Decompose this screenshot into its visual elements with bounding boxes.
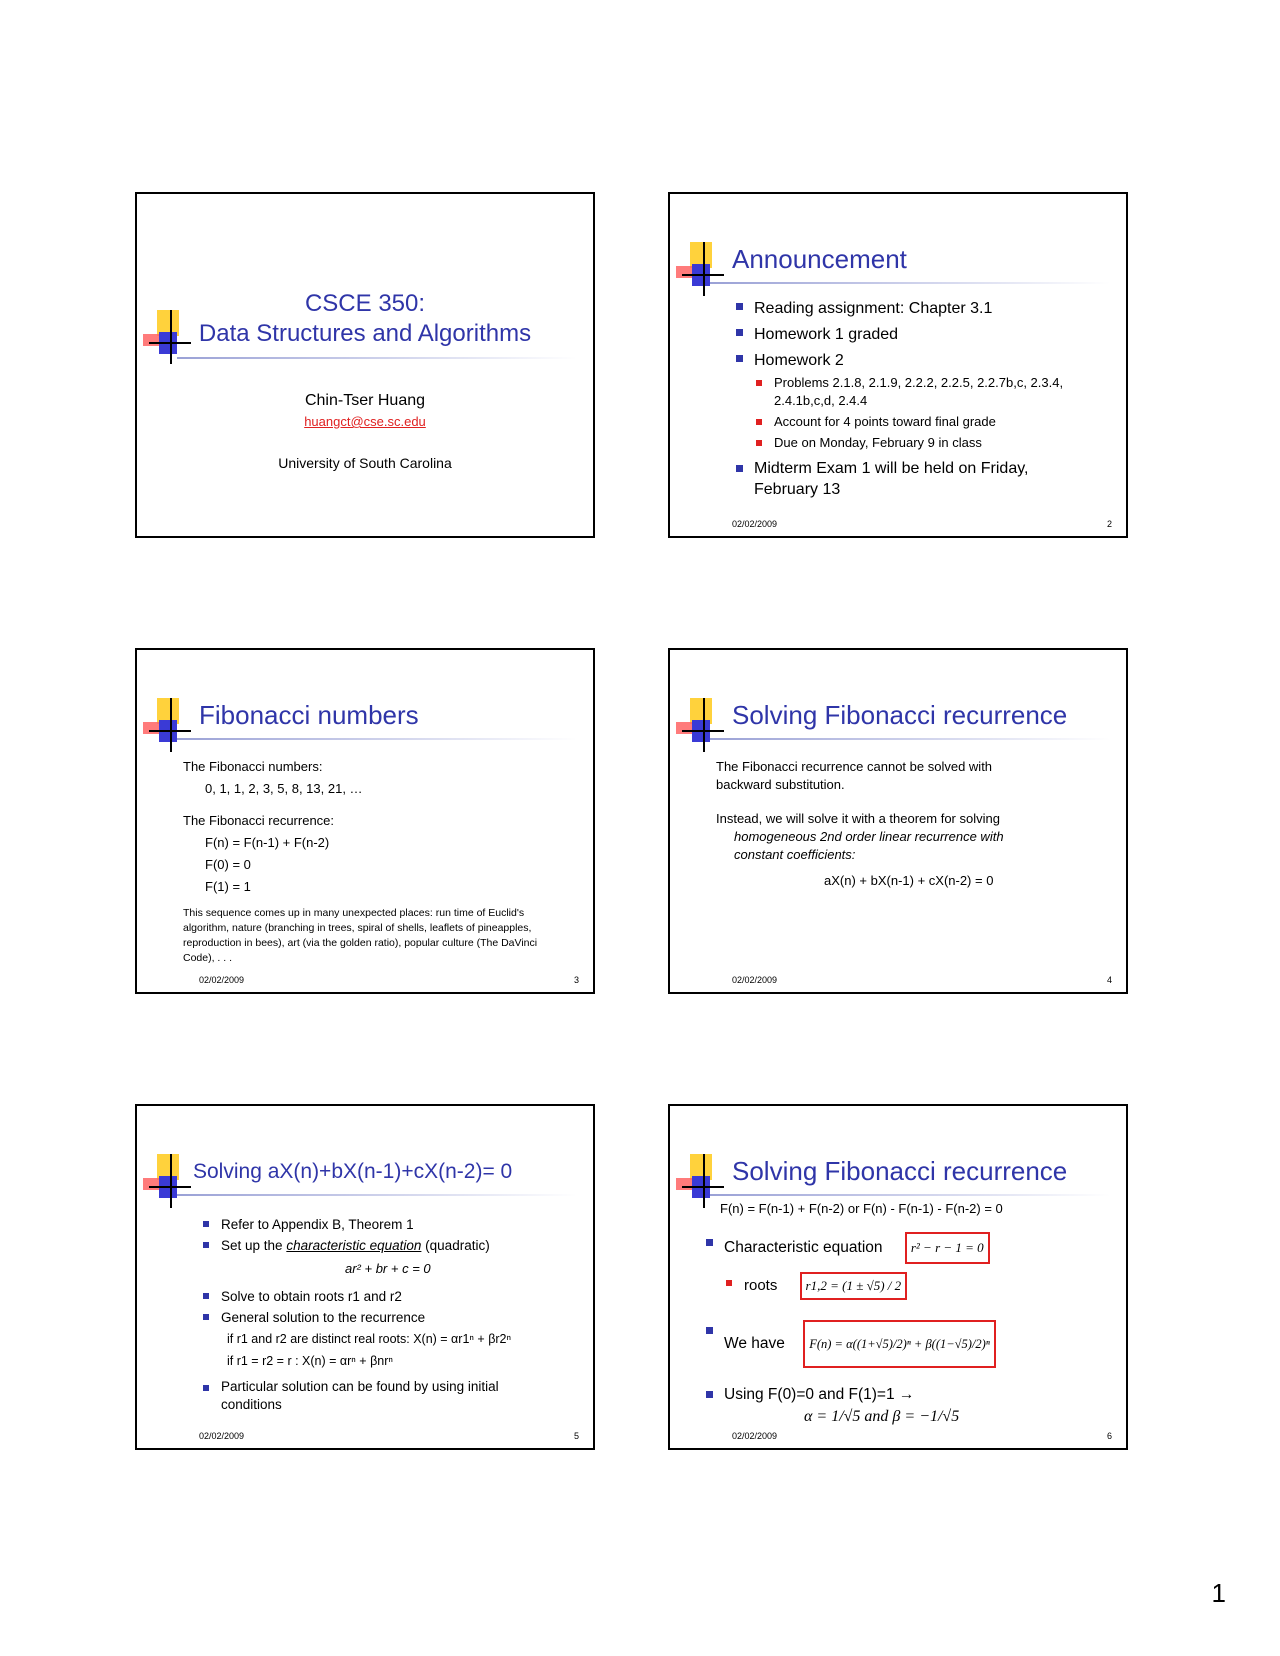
list-item: We have F(n) = α((1+√5)/2)ⁿ + β((1−√5)/2)ⁿ: [706, 1320, 1106, 1368]
closed-form-box: F(n) = α((1+√5)/2)ⁿ + β((1−√5)/2)ⁿ: [803, 1320, 996, 1368]
equation-3: F(1) = 1: [205, 879, 251, 894]
case-distinct-roots: if r1 and r2 are distinct real roots: X(n) = αr1ⁿ + βr2ⁿ: [227, 1332, 512, 1346]
affiliation: University of South Carolina: [278, 455, 452, 471]
slide-title-line2: Data Structures and Algorithms: [198, 320, 532, 347]
paragraph-2: Instead, we will solve it with a theorem for solving: [716, 811, 1000, 826]
slide-title: Solving Fibonacci recurrence: [732, 1156, 1068, 1186]
author-name: Chin-Tser Huang: [304, 392, 426, 409]
characteristic-equation-box: r² − r − 1 = 0: [905, 1232, 990, 1264]
sequence-text: 0, 1, 1, 2, 3, 5, 8, 13, 21, …: [205, 781, 363, 796]
slide-title: Fibonacci numbers: [199, 700, 419, 730]
slide-decoration-icon: [143, 698, 191, 752]
recurrence-label: The Fibonacci recurrence:: [183, 813, 335, 828]
intro-text: The Fibonacci numbers:: [183, 759, 323, 774]
slide-decoration-icon: [676, 242, 724, 296]
list-item: Midterm Exam 1 will be held on Friday, February 13: [736, 458, 1076, 500]
slide-4: [668, 648, 1128, 994]
slide-decoration-icon: [676, 698, 724, 752]
list-item: Reading assignment: Chapter 3.1: [736, 296, 1116, 322]
slide-1: [135, 192, 595, 538]
list-item: Homework 1 graded: [736, 322, 1116, 348]
list-item: Account for 4 points toward final grade: [756, 413, 1116, 431]
title-underline: [177, 738, 577, 740]
roots-formula-box: r1,2 = (1 ± √5) / 2: [800, 1272, 908, 1300]
list-item: Solve to obtain roots r1 and r2: [203, 1286, 573, 1307]
recurrence-equation: aX(n) + bX(n-1) + cX(n-2) = 0: [824, 873, 994, 888]
bullet-list: [706, 1384, 1106, 1406]
list-item: Particular solution can be found by using initial conditions: [203, 1378, 543, 1414]
title-underline: [177, 357, 577, 359]
slide-decoration-icon: [143, 1154, 191, 1208]
slide-number: 6: [1106, 1431, 1112, 1441]
bullet-list: [203, 1214, 573, 1256]
paragraph-1: The Fibonacci recurrence cannot be solved with backward substitution.: [716, 759, 993, 792]
list-item: Set up the characteristic equation (quadratic): [203, 1235, 573, 1256]
slide-title: Solving aX(n)+bX(n-1)+cX(n-2)= 0: [193, 1160, 513, 1183]
sub-bullet-list: [756, 374, 1116, 452]
slide-5: [135, 1104, 595, 1450]
note-text: This sequence comes up in many unexpected places: run time of Euclid's algorithm, nature (branching in trees, spiral of shells, leaflets of pineapples, reproduction in bees), art (via the golden ratio), popular culture (The DaVinci Code), . . .: [183, 907, 538, 964]
bullet-list: [706, 1320, 1106, 1368]
list-item: Homework 2: [736, 348, 1116, 374]
list-item: General solution to the recurrence: [203, 1307, 573, 1328]
slide-date: 02/02/2009: [732, 1431, 778, 1441]
page-number: 1: [1211, 1578, 1226, 1608]
bullet-list: [736, 296, 1116, 374]
slide-date: 02/02/2009: [199, 1431, 245, 1441]
slide-date: 02/02/2009: [732, 519, 778, 529]
slide-number: 2: [1106, 519, 1112, 529]
bullet-list: [736, 458, 1076, 500]
title-underline: [710, 282, 1110, 284]
slide-6: [668, 1104, 1128, 1450]
slide-title: Solving Fibonacci recurrence: [732, 700, 1068, 730]
bullet-list: [203, 1378, 543, 1414]
quadratic-equation: ar² + br + c = 0: [345, 1261, 431, 1276]
list-item: Problems 2.1.8, 2.1.9, 2.2.2, 2.2.5, 2.2.7b,c, 2.3.4, 2.4.1b,c,d, 2.4.4: [756, 374, 1116, 410]
slide-number: 4: [1106, 975, 1112, 985]
title-underline: [177, 1194, 577, 1196]
slide-3: [135, 648, 595, 994]
alpha-beta-result: α = 1/√5 and β = −1/√5: [804, 1408, 960, 1425]
slide-number: 3: [573, 975, 579, 985]
paragraph-2-emphasis: homogeneous 2nd order linear recurrence with constant coefficients:: [734, 829, 1004, 862]
list-item: Refer to Appendix B, Theorem 1: [203, 1214, 573, 1235]
list-item: Characteristic equation r² − r − 1 = 0: [706, 1232, 1096, 1264]
slide-2: [668, 192, 1128, 538]
slide-date: 02/02/2009: [199, 975, 245, 985]
title-underline: [710, 738, 1110, 740]
list-item: Due on Monday, February 9 in class: [756, 434, 1116, 452]
list-item: roots r1,2 = (1 ± √5) / 2: [726, 1272, 1026, 1300]
slide-decoration-icon: [676, 1154, 724, 1208]
recurrence-top-line: F(n) = F(n-1) + F(n-2) or F(n) - F(n-1) - F(n-2) = 0: [720, 1201, 1003, 1216]
bullet-list: [203, 1286, 573, 1328]
equation-1: F(n) = F(n-1) + F(n-2): [205, 835, 330, 850]
slide-title-line1: CSCE 350:: [304, 290, 426, 317]
case-equal-roots: if r1 = r2 = r : X(n) = αrⁿ + βnrⁿ: [227, 1354, 393, 1368]
sub-bullet-list: [726, 1272, 1026, 1300]
slide-title: Announcement: [732, 244, 907, 274]
slide-date: 02/02/2009: [732, 975, 778, 985]
author-email-link[interactable]: huangct@cse.sc.edu: [304, 414, 426, 429]
bullet-list: [706, 1232, 1096, 1264]
equation-2: F(0) = 0: [205, 857, 251, 872]
list-item: Using F(0)=0 and F(1)=1 →: [706, 1384, 1106, 1406]
title-underline: [710, 1194, 1110, 1196]
slide-number: 5: [573, 1431, 579, 1441]
